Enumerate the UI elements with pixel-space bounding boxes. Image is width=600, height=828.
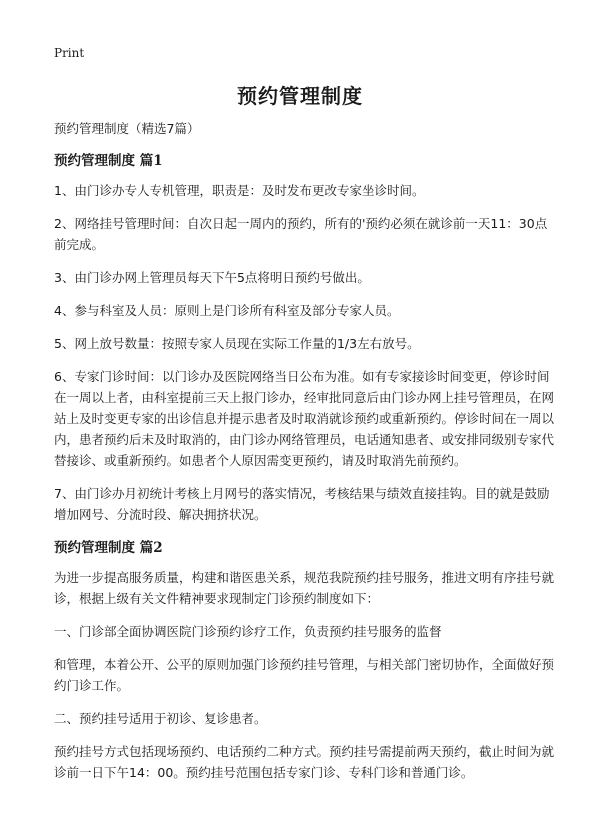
- paragraph: 和管理，本着公开、公平的原则加强门诊预约挂号管理，与相关部门密切协作，全面做好预约门诊工作。: [54, 657, 555, 693]
- paragraph: 5、网上放号数量：按照专家人员现在实际工作量的1/3左右放号。: [54, 336, 420, 351]
- paragraph: 4、参与科室及人员：原则上是门诊所有科室及部分专家人员。: [54, 303, 400, 318]
- paragraph: 2、网络挂号管理时间：自次日起一周内的预约，所有的'预约必须在就诊前一天11：30点前完成。: [54, 216, 548, 252]
- section-heading: 预约管理制度 篇2: [54, 540, 163, 556]
- paragraph: 1、由门诊办专人专机管理，职责是：及时发布更改专家坐诊时间。: [54, 183, 425, 198]
- paragraph: 6、专家门诊时间：以门诊办及医院网络当日公布为准。如有专家接诊时间变更，停诊时间在一周以上者，由科室提前三天上报门诊办，经审批同意后由门诊办网上挂号管理员，在网站上及时变更专家的出诊信息并提示患者及时取消就诊预约或重新预约。停诊时间在一周以内，患者预约后未及时取消的，由门诊办网络管理员，电话通知患者、或安排同级别专家代替接诊、或重新预约。如患者个人原因需变更预约，请及时取消先前预约。: [54, 369, 555, 468]
- print-link[interactable]: Print: [54, 46, 85, 60]
- paragraph: 7、由门诊办月初统计考核上月网号的落实情况，考核结果与绩效直接挂钩。目的就是鼓励增加网号、分流时段、解决拥挤状况。: [54, 486, 550, 522]
- document-subtitle: 预约管理制度（精选7篇）: [54, 121, 200, 136]
- paragraph: 为进一步提高服务质量，构建和谐医患关系，规范我院预约挂号服务，推进文明有序挂号就诊，根据上级有关文件精神要求现制定门诊预约制度如下：: [54, 570, 555, 606]
- paragraph: 二、预约挂号适用于初诊、复诊患者。: [54, 711, 267, 726]
- paragraph: 一、门诊部全面协调医院门诊预约诊疗工作，负责预约挂号服务的监督: [54, 624, 442, 639]
- section-heading: 预约管理制度 篇1: [54, 153, 163, 169]
- document-body: [54, 118, 554, 795]
- document-title: 预约管理制度: [237, 84, 363, 108]
- paragraph: 预约挂号方式包括现场预约、电话预约二种方式。预约挂号需提前两天预约，截止时间为就诊前一日下午14：00。预约挂号范围包括专家门诊、专科门诊和普通门诊。: [54, 744, 555, 780]
- paragraph: 3、由门诊办网上管理员每天下午5点将明日预约号做出。: [54, 270, 370, 285]
